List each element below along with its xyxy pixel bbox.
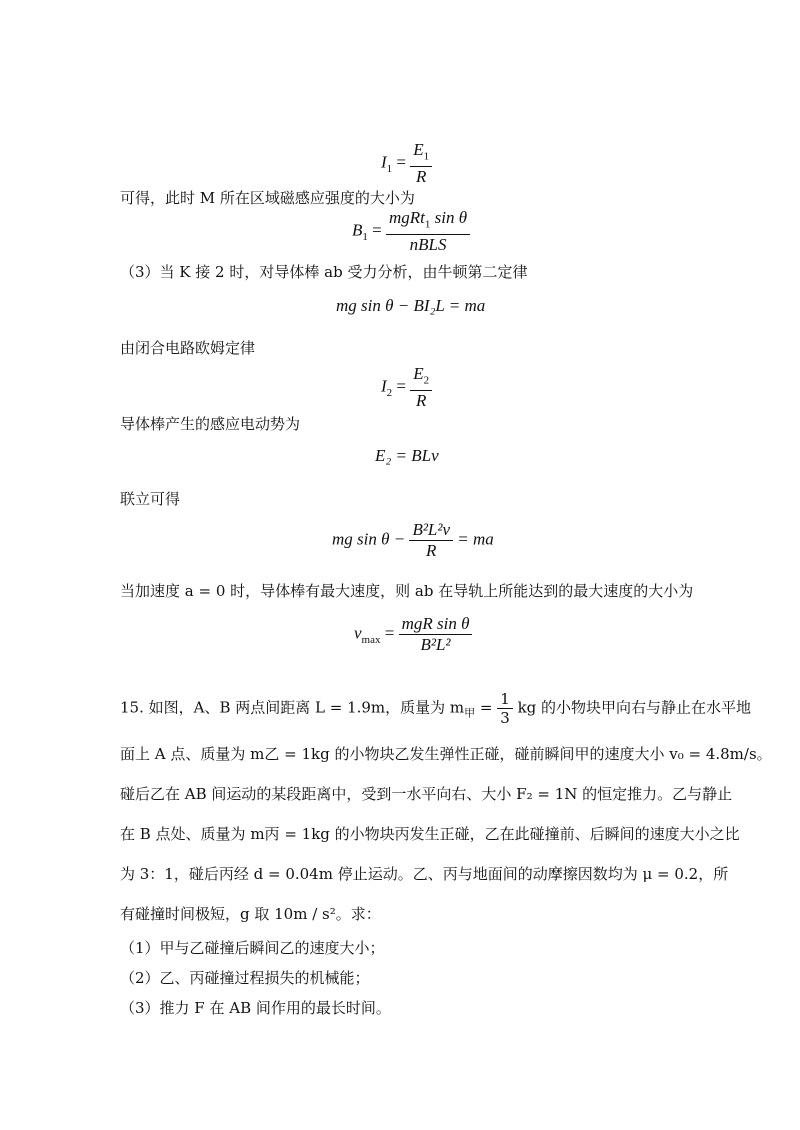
text-ohm: 由闭合电路欧姆定律	[120, 339, 256, 357]
problem15-line5: 为 3：1，碰后丙经 d = 0.04m 停止运动。乙、丙与地面间的动摩擦因数均为 μ = 0.2，所	[120, 865, 729, 883]
problem15-line2: 面上 A 点、质量为 m乙 = 1kg 的小物块乙发生弹性正碰，碰前瞬间甲的速度大小 v₀ = 4.8m/s。	[120, 745, 772, 763]
question-2: （2）乙、丙碰撞过程损失的机械能；	[120, 969, 370, 987]
equation-b1: $B_1$ = $\frac{mgRt_1 \sin \theta}{\text{nBLS}}$	[352, 208, 470, 255]
equation-e2: E₂ = BLv	[375, 446, 439, 465]
question-3: （3）推力 F 在 AB 间作用的最长时间。	[120, 999, 391, 1017]
problem15-line6: 有碰撞时间极短，g 取 10m / s²。求：	[120, 905, 381, 923]
equation-i1: $I_1$ = $\frac{E_1}{R}$	[381, 140, 432, 187]
equation-i2: $I_2$ = $\frac{E_2}{R}$	[381, 364, 432, 411]
text-vmax-intro: 当加速度 a = 0 时，导体棒有最大速度，则 ab 在导轨上所能达到的最大速度的大小为	[120, 582, 694, 600]
text-combine: 联立可得	[120, 490, 181, 508]
equation-newton: mg sin θ − BI₂L = ma	[336, 296, 486, 315]
equation-combined: mg sin θ − $\frac{\text{B²L²v}}{R}$ = ma	[332, 520, 494, 560]
equation-vmax: $v_{max}$ = $\frac{\text{mgR sin θ}}{\text{B²L²}}$	[354, 614, 472, 655]
problem15-line3: 碰后乙在 AB 间运动的某段距离中，受到一水平向右、大小 F₂ = 1N 的恒定推力。乙与静止	[120, 785, 733, 803]
problem15-line1: 15. 如图，A、B 两点间距离 L = 1.9m，质量为 $m_甲$ = $\frac{1}{3}$ kg 的小物块甲向右与静止在水平地	[120, 690, 752, 727]
text-part3: （3）当 K 接 2 时，对导体棒 ab 受力分析，由牛顿第二定律	[120, 263, 528, 281]
question-1: （1）甲与乙碰撞后瞬间乙的速度大小；	[120, 939, 385, 957]
text-b1-intro: 可得，此时 M 所在区域磁感应强度的大小为	[120, 189, 415, 207]
problem15-line4: 在 B 点处、质量为 m丙 = 1kg 的小物块丙发生正碰，乙在此碰撞前、后瞬间的速度大小之比	[120, 825, 740, 843]
text-emf: 导体棒产生的感应电动势为	[120, 415, 301, 433]
